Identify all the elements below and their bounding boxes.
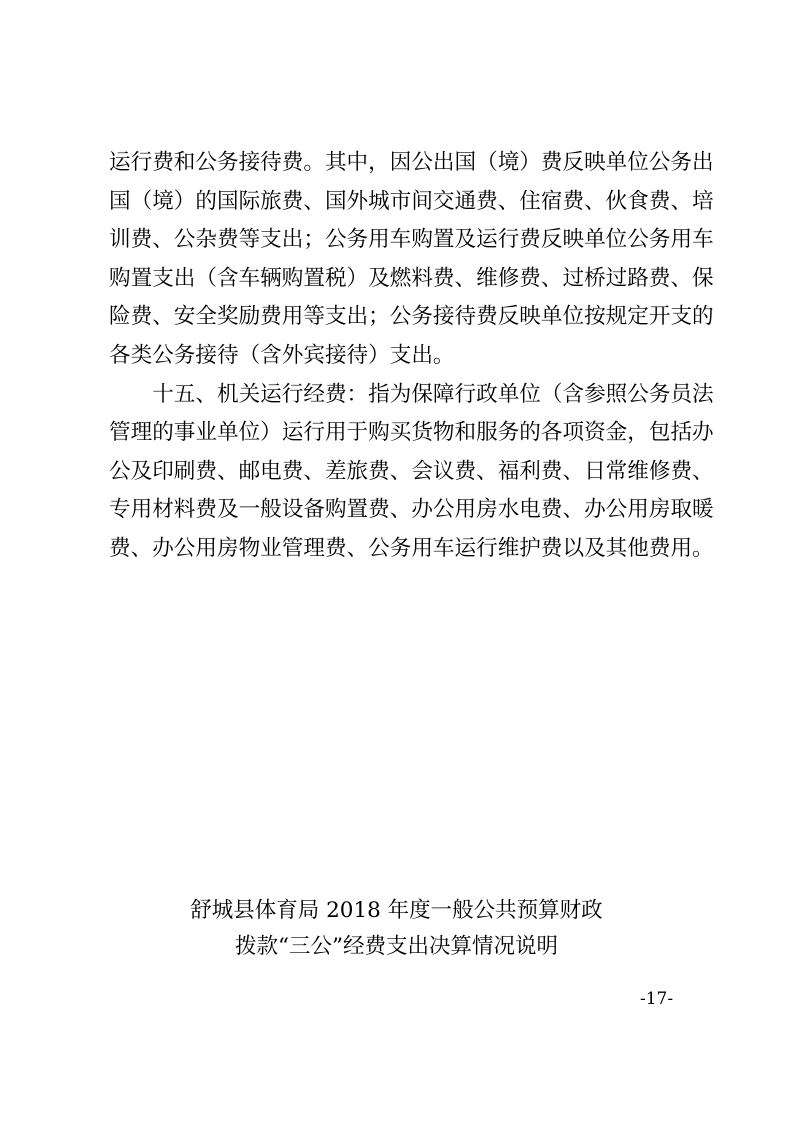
body-text <box>109 144 714 569</box>
section-title-line-1: 舒城县体育局 2018 年度一般公共预算财政 <box>190 898 603 923</box>
paragraph-1-line-5: 险费、安全奖励费用等支出；公务接待费反映单位按规定开支的 <box>109 304 714 330</box>
paragraph-2-line-3: 公及印刷费、邮电费、差旅费、会议费、福利费、日常维修费、 <box>109 458 714 484</box>
paragraph-2-line-4: 专用材料费及一般设备购置费、办公用房水电费、办公用房取暖 <box>109 497 714 523</box>
paragraph-1-line-2: 国（境）的国际旅费、国外城市间交通费、住宿费、伙食费、培 <box>109 188 714 214</box>
paragraph-1-line-3: 训费、公杂费等支出；公务用车购置及运行费反映单位公务用车 <box>109 227 714 253</box>
paragraph-2-line-2: 管理的事业单位）运行用于购买货物和服务的各项资金，包括办 <box>109 420 714 446</box>
section-title-line-2: 拨款“三公”经费支出决算情况说明 <box>235 934 558 959</box>
paragraph-1-line-6: 各类公务接待（含外宾接待）支出。 <box>109 342 455 368</box>
paragraph-2-line-5: 费、办公用房物业管理费、公务用车运行维护费以及其他费用。 <box>109 535 714 561</box>
paragraph-1-line-1: 运行费和公务接待费。其中，因公出国（境）费反映单位公务出 <box>109 150 714 175</box>
paragraph-2-line-1: 十五、机关运行经费：指为保障行政单位（含参照公务员法 <box>109 381 714 407</box>
paragraph-1-line-4: 购置支出（含车辆购置税）及燃料费、维修费、过桥过路费、保 <box>109 265 714 291</box>
page-number: -17- <box>640 989 674 1009</box>
